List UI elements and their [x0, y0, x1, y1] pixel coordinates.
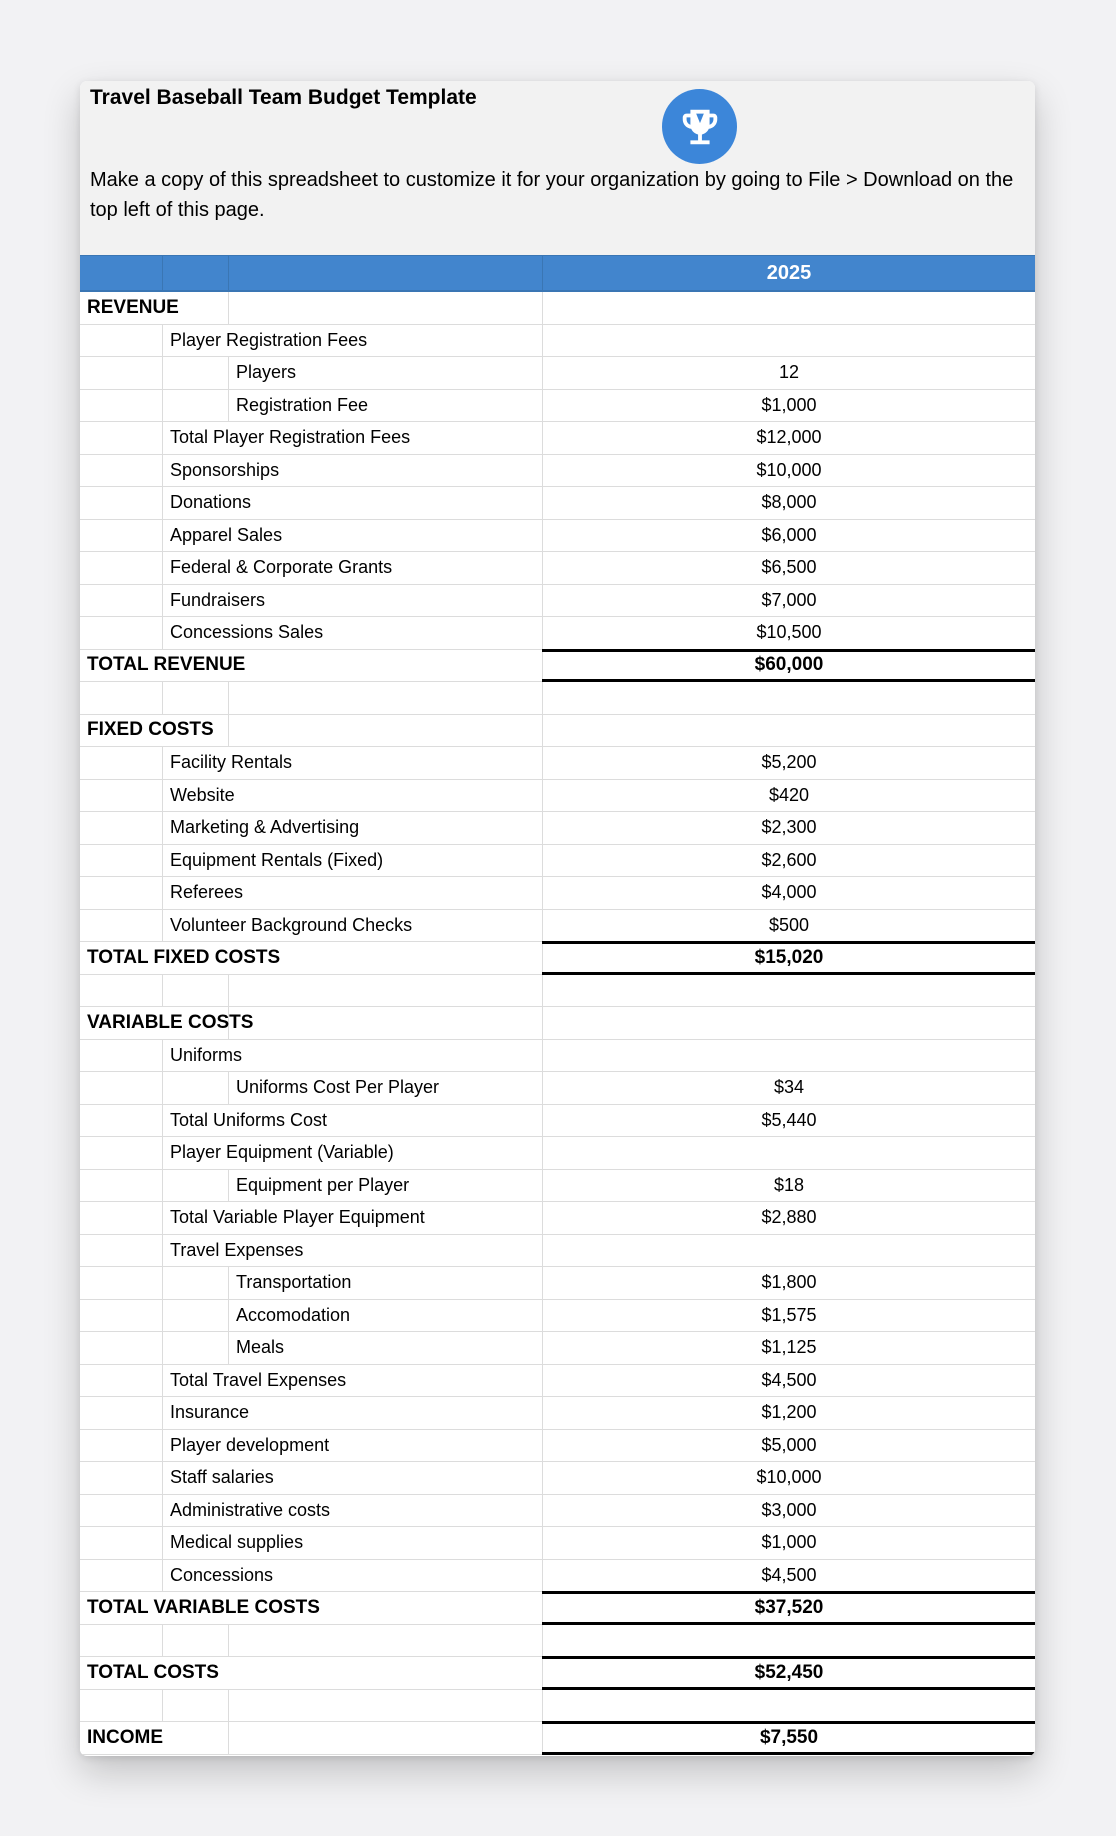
- row-value[interactable]: $500: [768, 914, 810, 935]
- cell-empty[interactable]: [229, 715, 543, 747]
- cell-empty[interactable]: [80, 357, 163, 389]
- table-row: [80, 1722, 1035, 1755]
- row-label[interactable]: TOTAL REVENUE: [80, 650, 543, 682]
- table-row: [80, 1300, 1035, 1333]
- row-value[interactable]: $3,000: [761, 1499, 817, 1520]
- row-label[interactable]: TOTAL VARIABLE COSTS: [80, 1592, 543, 1624]
- row-label[interactable]: Total Variable Player Equipment: [163, 1202, 543, 1234]
- cell-empty[interactable]: [163, 1300, 229, 1332]
- row-value[interactable]: $52,450: [543, 1657, 1035, 1689]
- row-label[interactable]: INCOME: [80, 1722, 229, 1754]
- cell-empty[interactable]: [80, 812, 163, 844]
- row-label[interactable]: Staff salaries: [163, 1462, 543, 1494]
- row-value[interactable]: $6,500: [761, 557, 817, 578]
- table-row: [80, 617, 1035, 650]
- trophy-glyph: [677, 104, 723, 150]
- table-row: [80, 1592, 1035, 1625]
- cell-empty[interactable]: [80, 1040, 163, 1072]
- row-label[interactable]: Apparel Sales: [163, 520, 543, 552]
- table-row: [80, 1560, 1035, 1593]
- row-label[interactable]: Transportation: [229, 1267, 543, 1299]
- row-value[interactable]: [543, 1137, 1035, 1169]
- table-row: [80, 585, 1035, 618]
- row-label[interactable]: Player development: [163, 1430, 543, 1462]
- cell-empty[interactable]: [80, 780, 163, 812]
- cell-empty[interactable]: [163, 1332, 229, 1364]
- row-value[interactable]: $6,000: [761, 524, 817, 545]
- row-label[interactable]: Meals: [229, 1332, 543, 1364]
- year-header-cell-b[interactable]: [163, 256, 229, 290]
- row-value[interactable]: 12: [778, 362, 800, 383]
- row-label[interactable]: Donations: [163, 487, 543, 519]
- cell-empty[interactable]: [80, 1462, 163, 1494]
- cell-empty[interactable]: [80, 325, 163, 357]
- row-label[interactable]: Equipment per Player: [229, 1170, 543, 1202]
- row-value[interactable]: $12,000: [756, 427, 822, 448]
- cell-empty[interactable]: [80, 1170, 163, 1202]
- row-value[interactable]: $4,500: [761, 1369, 817, 1390]
- table-row: [80, 487, 1035, 520]
- cell-empty[interactable]: [80, 845, 163, 877]
- cell-empty[interactable]: [229, 292, 543, 324]
- row-value[interactable]: $2,300: [761, 817, 817, 838]
- row-label[interactable]: Registration Fee: [229, 390, 543, 422]
- table-row: [80, 1072, 1035, 1105]
- instructions-text: Make a copy of this spreadsheet to customize it for your organization by going to File > Download on the top left of this page.: [90, 169, 1014, 221]
- row-value[interactable]: $5,200: [761, 752, 817, 773]
- table-row: [80, 877, 1035, 910]
- cell-empty[interactable]: [229, 1625, 543, 1657]
- table-row: [80, 422, 1035, 455]
- row-label[interactable]: Uniforms: [163, 1040, 543, 1072]
- row-value[interactable]: $420: [768, 784, 810, 805]
- row-value[interactable]: $1,000: [761, 394, 817, 415]
- cell-empty[interactable]: [229, 682, 543, 714]
- row-label[interactable]: Federal & Corporate Grants: [163, 552, 543, 584]
- row-value[interactable]: $2,880: [761, 1207, 817, 1228]
- table-row: [80, 1105, 1035, 1138]
- table-row: [80, 812, 1035, 845]
- table-row: [80, 1267, 1035, 1300]
- row-label[interactable]: Administrative costs: [163, 1495, 543, 1527]
- row-value[interactable]: [543, 1040, 1035, 1072]
- cell-empty[interactable]: [80, 1267, 163, 1299]
- row-value[interactable]: $10,500: [756, 622, 822, 643]
- table-row: [80, 1137, 1035, 1170]
- row-label[interactable]: Equipment Rentals (Fixed): [163, 845, 543, 877]
- cell-empty[interactable]: [80, 747, 163, 779]
- row-value[interactable]: $4,500: [761, 1564, 817, 1585]
- row-label[interactable]: Concessions: [163, 1560, 543, 1592]
- cell-empty[interactable]: [163, 357, 229, 389]
- cell-empty[interactable]: [229, 1007, 543, 1039]
- row-label[interactable]: Uniforms Cost Per Player: [229, 1072, 543, 1104]
- row-value[interactable]: [543, 292, 1035, 324]
- cell-empty[interactable]: [80, 1202, 163, 1234]
- cell-empty[interactable]: [80, 1625, 163, 1657]
- table-row: [80, 845, 1035, 878]
- row-label[interactable]: Website: [163, 780, 543, 812]
- table-row: [80, 942, 1035, 975]
- cell-empty[interactable]: [163, 390, 229, 422]
- row-value[interactable]: $8,000: [761, 492, 817, 513]
- row-label[interactable]: FIXED COSTS: [80, 715, 229, 747]
- year-header-cell[interactable]: [543, 256, 1035, 290]
- row-value[interactable]: $1,575: [761, 1304, 817, 1325]
- table-row: [80, 1235, 1035, 1268]
- row-label[interactable]: Player Equipment (Variable): [163, 1137, 543, 1169]
- cell-empty[interactable]: [80, 455, 163, 487]
- row-label[interactable]: Facility Rentals: [163, 747, 543, 779]
- row-label[interactable]: Total Player Registration Fees: [163, 422, 543, 454]
- row-label[interactable]: Total Uniforms Cost: [163, 1105, 543, 1137]
- row-value[interactable]: [543, 1007, 1035, 1039]
- table-row: [80, 357, 1035, 390]
- table-row: [80, 1365, 1035, 1398]
- row-value[interactable]: $10,000: [756, 1467, 822, 1488]
- cell-empty[interactable]: [163, 682, 229, 714]
- row-value[interactable]: $1,800: [761, 1272, 817, 1293]
- row-label[interactable]: Sponsorships: [163, 455, 543, 487]
- cell-empty[interactable]: [80, 1397, 163, 1429]
- cell-empty[interactable]: [80, 585, 163, 617]
- cell-empty[interactable]: [80, 1105, 163, 1137]
- row-value[interactable]: $2,600: [761, 849, 817, 870]
- row-value[interactable]: $5,000: [761, 1434, 817, 1455]
- table-row: [80, 1657, 1035, 1690]
- trophy-icon: [662, 89, 737, 164]
- table-row: [80, 1040, 1035, 1073]
- spreadsheet-card: [80, 81, 1035, 1756]
- row-value[interactable]: $1,200: [761, 1402, 817, 1423]
- row-label[interactable]: Players: [229, 357, 543, 389]
- row-label[interactable]: Fundraisers: [163, 585, 543, 617]
- row-value[interactable]: $5,440: [761, 1109, 817, 1130]
- table-row: [80, 1690, 1035, 1723]
- cell-empty[interactable]: [543, 1690, 1035, 1722]
- table-row: [80, 325, 1035, 358]
- table-row: [80, 682, 1035, 715]
- row-label[interactable]: Accomodation: [229, 1300, 543, 1332]
- row-label[interactable]: TOTAL COSTS: [80, 1657, 543, 1689]
- row-value[interactable]: [543, 325, 1035, 357]
- cell-empty[interactable]: [80, 1690, 163, 1722]
- row-value[interactable]: $1,125: [761, 1337, 817, 1358]
- table-row: [80, 1170, 1035, 1203]
- cell-empty[interactable]: [80, 910, 163, 942]
- table-row: [80, 1625, 1035, 1658]
- cell-empty[interactable]: [80, 1332, 163, 1364]
- row-value[interactable]: $7,000: [761, 589, 817, 610]
- cell-empty[interactable]: [80, 422, 163, 454]
- row-label[interactable]: Player Registration Fees: [163, 325, 543, 357]
- cell-empty[interactable]: [80, 1300, 163, 1332]
- year-header-cell-c[interactable]: [229, 256, 543, 290]
- row-value[interactable]: [543, 1235, 1035, 1267]
- table-row: [80, 1007, 1035, 1040]
- row-label[interactable]: Referees: [163, 877, 543, 909]
- row-label[interactable]: Insurance: [163, 1397, 543, 1429]
- cell-empty[interactable]: [163, 1625, 229, 1657]
- cell-empty[interactable]: [543, 975, 1035, 1007]
- table-row: [80, 1495, 1035, 1528]
- row-value[interactable]: $1,000: [761, 1532, 817, 1553]
- cell-empty[interactable]: [543, 1625, 1035, 1657]
- cell-empty[interactable]: [80, 390, 163, 422]
- row-value[interactable]: $37,520: [543, 1592, 1035, 1624]
- cell-empty[interactable]: [80, 975, 163, 1007]
- table-row: [80, 780, 1035, 813]
- cell-empty[interactable]: [229, 975, 543, 1007]
- budget-table-body: [80, 292, 1035, 1755]
- year-label: 2025: [766, 261, 812, 284]
- cell-empty[interactable]: [163, 1690, 229, 1722]
- cell-empty[interactable]: [80, 552, 163, 584]
- row-value[interactable]: $60,000: [543, 650, 1035, 682]
- table-row: [80, 292, 1035, 325]
- table-row: [80, 910, 1035, 943]
- row-value[interactable]: $34: [773, 1077, 805, 1098]
- row-label[interactable]: Travel Expenses: [163, 1235, 543, 1267]
- cell-empty[interactable]: [80, 1137, 163, 1169]
- cell-empty[interactable]: [80, 1430, 163, 1462]
- year-header-row: [80, 255, 1035, 292]
- row-label[interactable]: TOTAL FIXED COSTS: [80, 942, 543, 974]
- year-header-cell-a[interactable]: [80, 256, 163, 290]
- row-value[interactable]: $4,000: [761, 882, 817, 903]
- cell-empty[interactable]: [163, 975, 229, 1007]
- page-title: Travel Baseball Team Budget Template: [90, 86, 477, 109]
- table-row: [80, 975, 1035, 1008]
- row-label[interactable]: Marketing & Advertising: [163, 812, 543, 844]
- table-row: [80, 455, 1035, 488]
- table-row: [80, 1332, 1035, 1365]
- cell-empty[interactable]: [80, 1365, 163, 1397]
- cell-empty[interactable]: [80, 487, 163, 519]
- row-label[interactable]: Concessions Sales: [163, 617, 543, 649]
- budget-table: [80, 255, 1035, 1755]
- table-row: [80, 390, 1035, 423]
- row-value[interactable]: $15,020: [543, 942, 1035, 974]
- table-row: [80, 1462, 1035, 1495]
- row-label[interactable]: Volunteer Background Checks: [163, 910, 543, 942]
- cell-empty[interactable]: [80, 1560, 163, 1592]
- cell-empty[interactable]: [80, 682, 163, 714]
- cell-empty[interactable]: [80, 1527, 163, 1559]
- cell-empty[interactable]: [80, 877, 163, 909]
- table-row: [80, 747, 1035, 780]
- table-row: [80, 1527, 1035, 1560]
- table-row: [80, 1202, 1035, 1235]
- cell-empty[interactable]: [80, 520, 163, 552]
- cell-empty[interactable]: [80, 1235, 163, 1267]
- cell-empty[interactable]: [80, 617, 163, 649]
- table-row: [80, 1430, 1035, 1463]
- row-label[interactable]: Total Travel Expenses: [163, 1365, 543, 1397]
- row-value[interactable]: $10,000: [756, 459, 822, 480]
- card-header: [80, 81, 1035, 255]
- row-label[interactable]: Medical supplies: [163, 1527, 543, 1559]
- row-value[interactable]: $18: [773, 1174, 805, 1195]
- table-row: [80, 650, 1035, 683]
- table-row: [80, 520, 1035, 553]
- cell-empty[interactable]: [229, 1722, 543, 1754]
- row-label[interactable]: VARIABLE COSTS: [80, 1007, 229, 1039]
- cell-empty[interactable]: [80, 1495, 163, 1527]
- cell-empty[interactable]: [163, 1267, 229, 1299]
- table-row: [80, 552, 1035, 585]
- row-value[interactable]: $7,550: [543, 1722, 1035, 1754]
- cell-empty[interactable]: [80, 1072, 163, 1104]
- cell-empty[interactable]: [163, 1170, 229, 1202]
- cell-empty[interactable]: [543, 682, 1035, 714]
- cell-empty[interactable]: [163, 1072, 229, 1104]
- row-value[interactable]: [543, 715, 1035, 747]
- table-row: [80, 1397, 1035, 1430]
- row-label[interactable]: REVENUE: [80, 292, 229, 324]
- table-row: [80, 715, 1035, 748]
- cell-empty[interactable]: [229, 1690, 543, 1722]
